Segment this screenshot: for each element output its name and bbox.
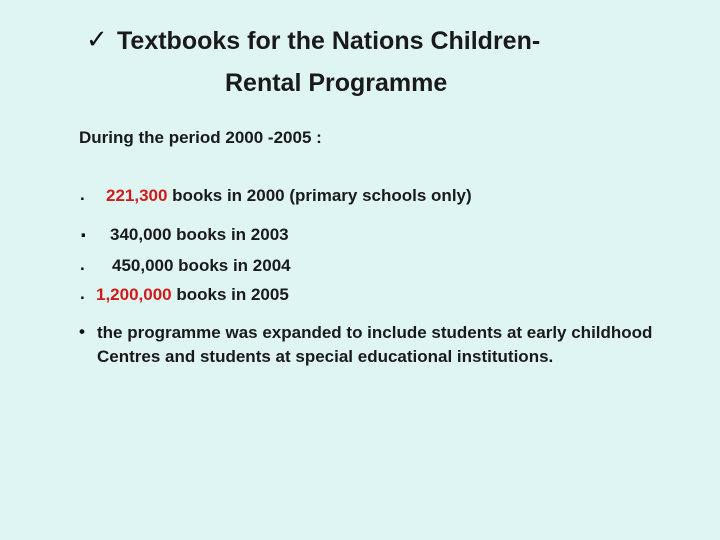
checkmark-icon: ✓ bbox=[86, 24, 108, 54]
title-line-2: Rental Programme bbox=[225, 69, 448, 97]
period-heading: During the period 2000 -2005 : bbox=[79, 128, 322, 147]
item-marker: . bbox=[80, 216, 87, 243]
title-line-1: Textbooks for the Nations Children- bbox=[117, 27, 541, 55]
item-number: 340,000 bbox=[110, 225, 172, 244]
item-number: 221,300 bbox=[106, 186, 168, 205]
bullet-icon: • bbox=[79, 322, 85, 341]
item-text: books in 2000 (primary schools only) bbox=[167, 186, 472, 205]
list-item bbox=[110, 224, 289, 246]
item-marker: . bbox=[80, 255, 85, 274]
item-number: 1,200,000 bbox=[96, 285, 172, 304]
item-number: 450,000 bbox=[112, 256, 174, 275]
item-text: books in 2003 bbox=[171, 225, 289, 244]
item-marker: . bbox=[80, 284, 85, 303]
expansion-paragraph: the programme was expanded to include students at early childhood Centres and students at special educational institutions. bbox=[97, 323, 653, 366]
item-text: books in 2005 bbox=[171, 285, 289, 304]
list-item bbox=[96, 284, 289, 306]
item-marker: . bbox=[80, 185, 85, 204]
list-item bbox=[112, 255, 291, 277]
item-text: books in 2004 bbox=[173, 256, 291, 275]
list-item bbox=[106, 185, 472, 207]
